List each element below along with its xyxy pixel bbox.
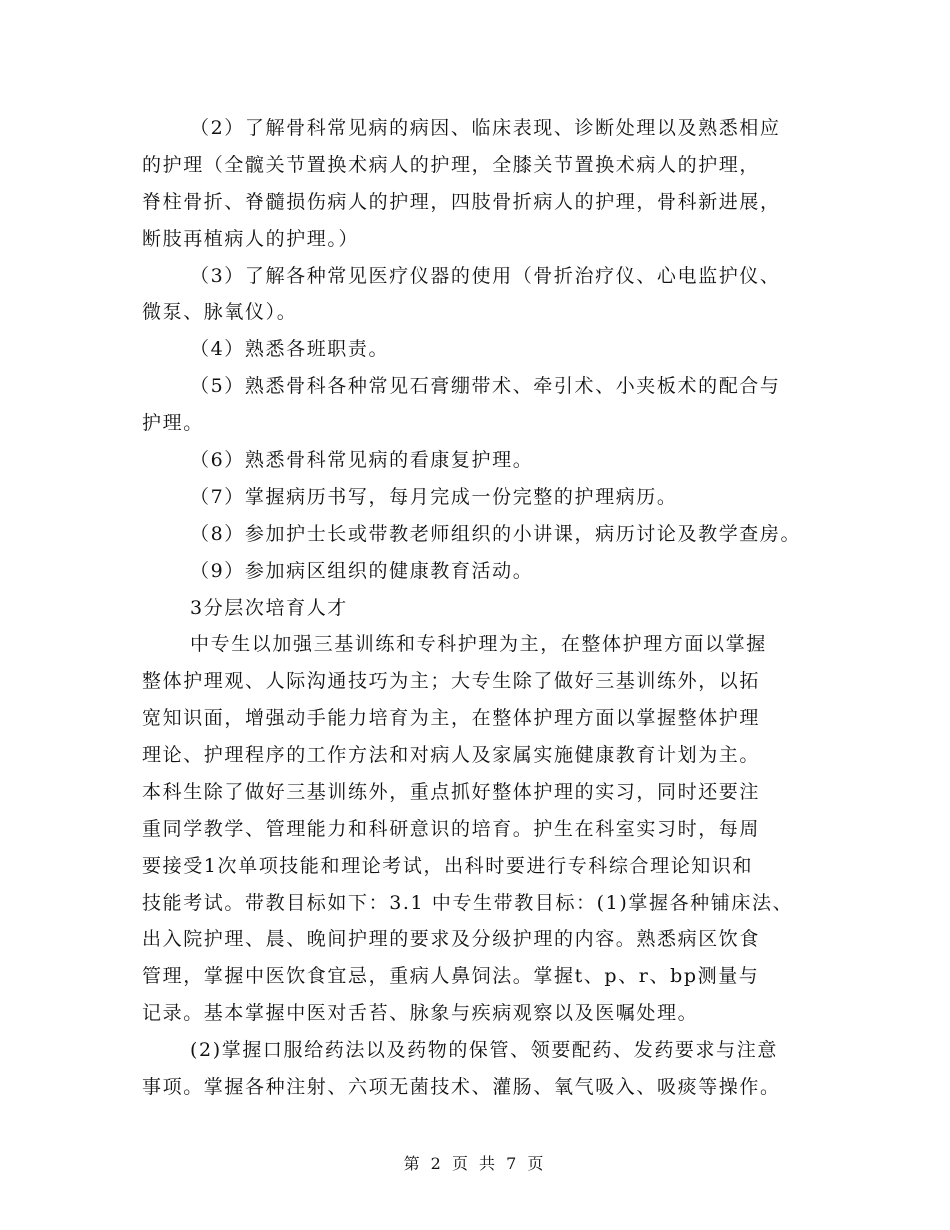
text-line: 整体护理观、人际沟通技巧为主；大专生除了做好三基训练外，以拓: [142, 670, 761, 692]
text-line: 护理。: [142, 412, 204, 434]
page-number-footer: 第 2 页 共 7 页: [403, 1154, 547, 1173]
text-line: 中专生以加强三基训练和专科护理为主，在整体护理方面以掌握: [190, 633, 767, 655]
text-line: （2）了解骨科常见病的病因、临床表现、诊断处理以及熟悉相应: [190, 117, 781, 139]
text-line: （8）参加护士长或带教老师组织的小讲课，病历讨论及教学查房。: [190, 523, 802, 545]
text-line: 的护理（全髋关节置换术病人的护理，全膝关节置换术病人的护理，: [142, 154, 761, 176]
text-line: 本科生除了做好三基训练外，重点抓好整体护理的实习，同时还要注: [142, 781, 761, 803]
text-line: （4）熟悉各班职责。: [190, 338, 390, 360]
text-line: （6）熟悉骨科常见病的看康复护理。: [190, 449, 534, 471]
text-line: 理论、护理程序的工作方法和对病人及家属实施健康教育计划为主。: [142, 744, 761, 766]
text-line: （9）参加病区组织的健康教育活动。: [190, 560, 534, 582]
text-line: （3）了解各种常见医疗仪器的使用（骨折治疗仪、心电监护仪、: [190, 265, 781, 287]
text-line: （7）掌握病历书写，每月完成一份完整的护理病历。: [190, 486, 678, 508]
text-line: 要接受1次单项技能和理论考试，出科时要进行专科综合理论知识和: [142, 855, 754, 877]
text-line: （5）熟悉骨科各种常见石膏绷带术、牵引术、小夹板术的配合与: [190, 375, 781, 397]
text-line: 断肢再植病人的护理。）: [142, 228, 360, 250]
section-heading: 3分层次培育人才: [190, 597, 348, 619]
text-line: (2)掌握口服给药法以及药物的保管、领要配药、发药要求与注意: [190, 1039, 778, 1061]
text-line: 事项。掌握各种注射、六项无菌技术、灌肠、氧气吸入、吸痰等操作。: [142, 1076, 781, 1098]
text-line: 脊柱骨折、脊髓损伤病人的护理，四肢骨折病人的护理，骨科新进展，: [142, 191, 781, 213]
text-line: 微泵、脉氧仪）。: [142, 301, 298, 323]
text-line: 技能考试。带教目标如下：3.1 中专生带教目标：(1)掌握各种铺床法、: [142, 892, 794, 914]
text-line: 管理，掌握中医饮食宜忌，重病人鼻饲法。掌握t、p、r、bp测量与: [142, 965, 760, 987]
text-line: 记录。基本掌握中医对舌苔、脉象与疾病观察以及医嘱处理。: [142, 1002, 699, 1024]
text-line: 宽知识面，增强动手能力培育为主，在整体护理方面以掌握整体护理: [142, 707, 761, 729]
text-line: 重同学教学、管理能力和科研意识的培育。护生在科室实习时，每周: [142, 818, 761, 840]
text-line: 出入院护理、晨、晚间护理的要求及分级护理的内容。熟悉病区饮食: [142, 928, 761, 950]
